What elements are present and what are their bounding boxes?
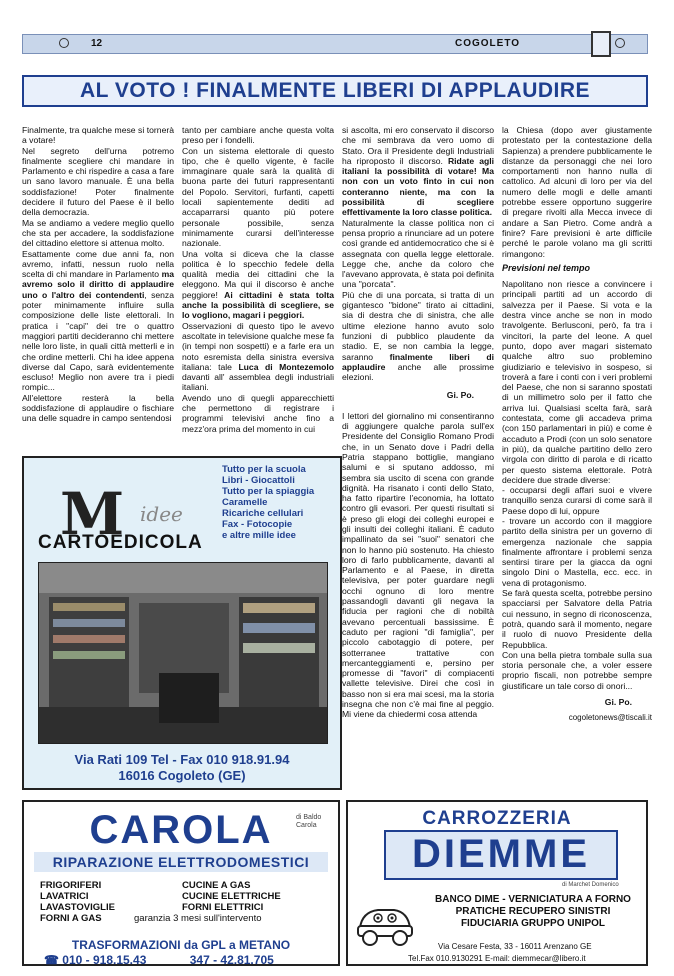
phone-number: 010 - 918.15.43 (62, 953, 147, 967)
list-item: LAVASTOVIGLIE (40, 902, 115, 913)
diemme-contact: Tel.Fax 010.9130291 E-mail: diemmecar@libero.it (408, 954, 586, 963)
signature: Gi. Po. (604, 697, 632, 708)
list-item: Caramelle (222, 497, 268, 508)
paragraph: - trovare un accordo con il maggiore partito della sinistra per un governo di emergenza nazionale che sappia finalmente affrontare i problemi senza sentirsi tirare per la giacca da ogni singolo Dini o Mastella, ecc. ecc. in vena di protagonismo. (502, 515, 652, 588)
shop-photo (38, 562, 328, 744)
ad-diemme (346, 800, 648, 966)
list-item: Tutto per la spiaggia (222, 486, 315, 497)
paragraph: I lettori del giornalino mi consentiranno di aggiungere qualche parola sull'ex Presidente del Consiglio Romano Prodi che, in un Senato dove i Padri della Patria stappano bottiglie, mangiano salumi e si sputano addosso, mi sembra sia uscito di scena con grande dignità. Ha risanato i conti dello Stato, ha fatto ripartire l'economia, ha lottato contro gli evasori. Per questi risultati si è preso gli elogi dei colleghi europei e gli insulti dei colleghi italiani. È caduto impallinato da sei "suoi" senatori che non lo hanno più sostenuto. Ha chiesto loro di farlo pubblicamente, davanti al Parlamento e al Paese, in diretta televisiva, per poter guardare negli occhi ognuno di loro mentre passandogli davanti gli negava la fiducia per ragioni che di nobiltà avevano percentuali bassissime. È caduto per ragioni "di famiglia", per piccolo cabotaggio di potere, per sotterranee trattative con mercanteggiamenti e, persino per promesse di "favori" di compiacenti vallette televisive. Direi che così in basso non si era mai scesi, ma la storia insegna che non c'è mai fine al peggio. Mi viene da chiedermi cosa attenda (342, 410, 494, 720)
carola-subtitle: RIPARAZIONE ELETTRODOMESTICI (34, 852, 328, 872)
carola-phones (44, 953, 274, 967)
paragraph: All'elettore resterà la bella soddisfazione di applaudire o fischiare una delle squadre in campo sentendosi (22, 392, 174, 424)
mille-services-list (222, 464, 314, 541)
paragraph: Esattamente come due anni fa, non avremo, infatti, nessun ruolo nella scelta di chi mandare in Parlamento ma avremo solo il diritto di applaudire uno o l'altro dei contendenti, senza poter minimamente influire sulla composizione delle liste elettorali. In pratica i "capi" dei tre o quattro maggiori partiti decideranno chi mettere nelle loro liste, in quali città metterli e in che ordine metterli. Chi ha idee appena diverse dal Capo, sarà evidentemente escluso! Meglio non avere tra i piedi rompic... (22, 248, 174, 393)
phone-number: 347 - 42.81.705 (189, 953, 274, 967)
paragraph: la Chiesa (dopo aver giustamente protestato per la contestazione della Sapienza) a prendere pubblicamente le distanze da personaggi che nei loro comportamenti non hanno nulla di cattolico. Ad alcuni di loro per via del numero delle mogli e delle amanti potrebbe essere opportuno suggerire di pregare rivolti alla Mecca invece di andare a San Pietro. Come andrà a finire? Fare previsioni è arte difficile perché le parole volano ma gli scritti rimangono: (502, 125, 653, 259)
carola-conversion: TRASFORMAZIONI da GPL a METANO (71, 938, 291, 952)
list-item: BANCO DIME - VERNICIATURA A FORNO (435, 894, 631, 905)
article-column-1 (22, 125, 174, 424)
ad-mille-idee (22, 456, 342, 790)
signature: Gi. Po. (446, 390, 474, 401)
ad-carola (22, 800, 340, 966)
diemme-services (424, 894, 642, 930)
list-item: PRATICHE RECUPERO SINISTRI (455, 906, 611, 917)
mille-idee-logo: M idee (60, 480, 183, 548)
paragraph: Nel segreto dell'urna potremo finalmente scegliere chi mandare in Parlamento e chi rispedire a casa a fare un sano lavoro manuale. È una bella soddisfazione! Poter finalmente decidere il futuro del Paese è il bello della democrazia. (22, 145, 174, 218)
contact-email: cogoletonews@tiscali.it (568, 713, 652, 723)
paragraph: si ascolta, mi ero conservato il discorso che mi sembrava da vero uomo di Stato. Ora il Presidente degli Industriali ha riproposto il discorso. Ridate agli italiani la possibilità di votare! Ma non con un voto finto in cui non conteranno niente, ma con la possibilità di scegliere effettivamente la loro classe politica. (342, 125, 494, 218)
paragraph: - occuparsi degli affari suoi e vivere tranquillo senza curarsi di come sarà il Paese dopo di lui, oppure (502, 485, 652, 516)
article-column-4 (502, 125, 652, 724)
list-item: FORNI A GAS (40, 913, 102, 924)
diemme-logo: DIEMME (384, 830, 618, 880)
list-item: CUCINE ELETTRICHE (182, 891, 281, 902)
article-title: AL VOTO ! FINALMENTE LIBERI DI APPLAUDIRE (79, 79, 591, 102)
carola-owner: di Baldo Carola (296, 814, 322, 829)
page-number: 12 (91, 38, 103, 49)
mille-address: Via Rati 109 Tel - Fax 010 918.91.94 (74, 752, 290, 767)
paragraph: Se farà questa scelta, potrebbe persino spacciarsi per Salvatore della Patria cui nessuno, in segno di riconoscenza, potrà, quando sarà il momento, negare il ruolo di nuovo Presidente della Repubblica. (502, 588, 653, 650)
diemme-heading: CARROZZERIA (422, 808, 572, 829)
paragraph: Avendo uno di quegli apparecchietti che permettono di registrare i programmi televisivi anche fino a mezz'ora prima del momento in cui (182, 392, 334, 434)
paragraph: Più che di una porcata, si tratta di un gigantesco "bidone" tirato ai cittadini, sia di destra che di sinistra, che alle ultime elezione hanno avuto solo funzioni di pubblico plaudente da stadio. E, se non cambia la legge, saranno finalmente liberi di applaudire anche alle prossime elezioni. (342, 289, 494, 383)
page-header (22, 34, 648, 54)
header-town: COGOLETO (455, 38, 521, 49)
section-heading: Previsioni nel tempo (502, 262, 591, 273)
paragraph: Napolitano non riesce a convincere i principali partiti ad un accordo di salvezza per il Paese. Si vota e la destra vince anche se non in modo travolgente. Berlusconi, però, fa tra i vincitori, la parte del leone. A quel punto, dopo aver magari sistemato qualche altro suo problemino giudiziario e televisivo in sospeso, si troverà a fare i conti con i veri problemi del Paese, che non si saranno spostati di un millimetro solo per il fatto che arriva lui. Qualsiasi scelta farà, sarà contestata, come gli accadeva prima (con 150 parlamentari in più) e come è accaduto a Prodi (con un solo senatore in più), da qualche partitino dello zero virgola con diritto di parola e di ricatto per questo sistema elettorale. Potrà decidere due strade diverse: (502, 279, 652, 485)
paragraph: Finalmente, tra qualche mese si tornerà a votare! (22, 125, 174, 146)
list-item: Fax - Fotocopie (222, 519, 293, 530)
paragraph: tanto per cambiare anche questa volta preso per i fondelli. (182, 125, 334, 146)
carola-guarantee: garanzia 3 mesi sull'intervento (134, 913, 262, 924)
list-item: Libri - Giocattoli (222, 475, 295, 486)
diemme-owner: di Marchet Domenico (562, 882, 619, 888)
bold-phrase: Ai cittadini è stata tolta anche la possibilità di scegliere, se lo vogliono, magari i peggiori. (182, 289, 334, 321)
header-box-icon (591, 31, 611, 57)
bold-phrase: Ridate agli italiani la possibilità di votare! Ma non con un voto finto in cui non conteranno niente, ma con la possibilità di scegliere effettivamente la loro classe politica. (342, 155, 494, 218)
article-column-3 (342, 125, 494, 720)
car-cartoon-icon (354, 890, 416, 952)
list-item: Ricariche cellulari (222, 508, 304, 519)
carola-appliances-left (40, 880, 115, 924)
article-column-2 (182, 125, 334, 434)
list-item: Tutto per la scuola (222, 464, 306, 475)
list-item: FORNI ELETTRICI (182, 902, 264, 913)
list-item: FIDUCIARIA GRUPPO UNIPOL (460, 918, 606, 929)
mille-city: 16016 Cogoleto (GE) (118, 768, 246, 783)
list-item: e altre mille idee (222, 530, 296, 541)
bullet-icon (59, 38, 69, 48)
bold-phrase: finalmente liberi di applaudire (342, 351, 494, 372)
bold-phrase: ma avremo solo il diritto di applaudire uno o l'altro dei contendenti (22, 269, 174, 300)
carola-appliances-right (182, 880, 281, 913)
paragraph: Una volta si diceva che la classe politica è lo specchio fedele della qualità media dei cittadini che la eleggono. Ma qui il discorso è anche peggiore! Ai cittadini è stata tolta anche la possibilità di scegliere, se lo vogliono, magari i peggiori. (182, 248, 334, 321)
carola-logo: CAROLA (89, 808, 273, 852)
paragraph: Con un sistema elettorale di questo tipo, che è quello vigente, è facile immaginare quale sarà la qualità di buona parte dei futuri rappresentanti del Popolo. Servitori, furfanti, capetti locali sapientemente dediti ad accaparrarsi quanto più potere personale possibile, senza minimamente curarsi dell'interesse nazionale. (182, 145, 334, 249)
paragraph: Osservazioni di questo tipo le avevo ascoltate in televisione qualche mese fa (in tempi non sospetti) e a farle era un noto esremista della sinistra eversiva italiana: tale Luca di Montezemolo davanti all' assemblea degli industriali italiani. (182, 320, 334, 393)
cartoedicola-label: CARTOEDICOLA (38, 532, 203, 553)
diemme-address: Via Cesare Festa, 33 - 16011 Arenzano GE (438, 942, 592, 951)
paragraph: Con una bella pietra tombale sulla sua storia personale che, a voler essere proprio fiscali, non potrebbe sempre giustificare un tale corso di onori... (502, 649, 652, 691)
list-item: LAVATRICI (40, 891, 89, 902)
bold-phrase: Luca di Montezemolo (238, 361, 334, 372)
article-title-box (22, 75, 648, 107)
paragraph: Naturalmente la classe politica non ci pensa proprio a rinunciare ad un potere così grande ed antidemocratico che si è assegnata con quella legge elettorale. Legge che, anche da coloro che l'avevano approvata, è stata poi definita una "porcata". (342, 217, 494, 290)
list-item: CUCINE A GAS (182, 880, 251, 891)
list-item: FRIGORIFERI (40, 880, 102, 891)
paragraph: Ma se andiamo a vedere meglio quello che sta per accadere, la soddisfazione del cittadino elettore si attenua molto. (22, 217, 174, 249)
phone-icon: ☎ (44, 953, 59, 967)
bullet-icon (615, 38, 625, 48)
